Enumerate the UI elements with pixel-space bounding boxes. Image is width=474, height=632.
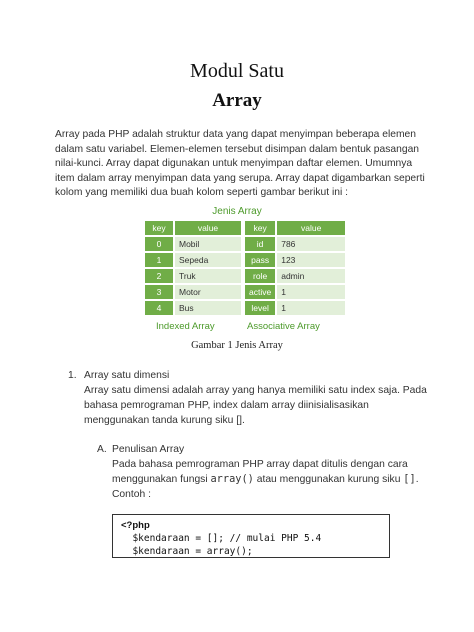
key-cell: 0 [145, 237, 173, 251]
value-cell: Sepeda [175, 253, 241, 267]
section-1-number: 1. [68, 370, 77, 381]
php-open-tag: <?php [121, 520, 150, 531]
section-a-line: Contoh : [112, 489, 151, 500]
associative-array-table [243, 219, 347, 317]
section-1-line: menggunakan tanda kurung siku []. [84, 415, 245, 426]
section-a-text: menggunakan fungsi [112, 474, 211, 485]
code-block [112, 514, 390, 558]
inline-code: array() [210, 473, 254, 485]
figure-caption: Gambar 1 Jenis Array [191, 340, 283, 351]
value-cell: 786 [277, 237, 345, 251]
table-row [245, 301, 345, 315]
table-row [145, 301, 241, 315]
table-row [245, 237, 345, 251]
table-row [145, 269, 241, 283]
table-header: value [277, 221, 345, 235]
section-a-body [112, 457, 419, 502]
figure-title: Jenis Array [212, 206, 262, 217]
section-a-heading: Penulisan Array [112, 444, 185, 455]
value-cell: Bus [175, 301, 241, 315]
key-cell: level [245, 301, 275, 315]
key-cell: role [245, 269, 275, 283]
value-cell: admin [277, 269, 345, 283]
key-cell: 4 [145, 301, 173, 315]
associative-array-caption: Associative Array [247, 321, 320, 332]
value-cell: Motor [175, 285, 241, 299]
intro-line: item dalam array menyimpan data yang serupa. Array dapat digambarkan seperti [55, 172, 425, 184]
indexed-array-table [143, 219, 243, 317]
intro-line: kolom yang memiliki dua buah kolom seperti gambar berikut ini : [55, 187, 349, 199]
section-a-line [112, 472, 419, 487]
section-a-text: . [415, 474, 419, 485]
code-line: $kendaraan = array(); [121, 546, 253, 557]
section-a-letter: A. [97, 444, 107, 455]
intro-line: Array pada PHP adalah struktur data yang dapat menyimpan beberapa elemen [55, 129, 416, 140]
key-cell: 2 [145, 269, 173, 283]
intro-line: dalam satu variabel. Elemen-elemen tersebut disimpan dalam bentuk pasangan [55, 143, 420, 155]
inline-code: [] [403, 473, 416, 485]
section-a-line: Pada bahasa pemrograman PHP array dapat ditulis dengan cara [112, 459, 408, 470]
intro-paragraph [55, 128, 433, 201]
table-row [145, 285, 241, 299]
page-subtitle: Array [212, 90, 262, 111]
key-cell: active [245, 285, 275, 299]
table-row [245, 285, 345, 299]
page-title: Modul Satu [190, 60, 284, 82]
section-a-text: atau menggunakan kurung siku [253, 474, 404, 485]
key-cell: 1 [145, 253, 173, 267]
table-row [145, 253, 241, 267]
table-header: key [245, 221, 275, 235]
value-cell: 1 [277, 285, 345, 299]
value-cell: Truk [175, 269, 241, 283]
table-row [245, 269, 345, 283]
key-cell: id [245, 237, 275, 251]
indexed-array-caption: Indexed Array [156, 321, 215, 332]
table-header: key [145, 221, 173, 235]
section-1-heading: Array satu dimensi [84, 370, 170, 381]
table-row [145, 237, 241, 251]
section-1-line: Array satu dimensi adalah array yang hanya memiliki satu index saja. Pada [84, 385, 427, 396]
value-cell: 1 [277, 301, 345, 315]
code-line: $kendaraan = []; // mulai PHP 5.4 [121, 533, 322, 544]
key-cell: pass [245, 253, 275, 267]
table-header: value [175, 221, 241, 235]
value-cell: Mobil [175, 237, 241, 251]
intro-line: nilai-kunci. Array dapat digunakan untuk menyimpan daftar elemen. Umumnya [55, 158, 413, 170]
section-1-line: bahasa pemrograman PHP, index dalam array diinisialisasikan [84, 400, 369, 411]
value-cell: 123 [277, 253, 345, 267]
key-cell: 3 [145, 285, 173, 299]
section-1-body [84, 383, 427, 428]
table-row [245, 253, 345, 267]
